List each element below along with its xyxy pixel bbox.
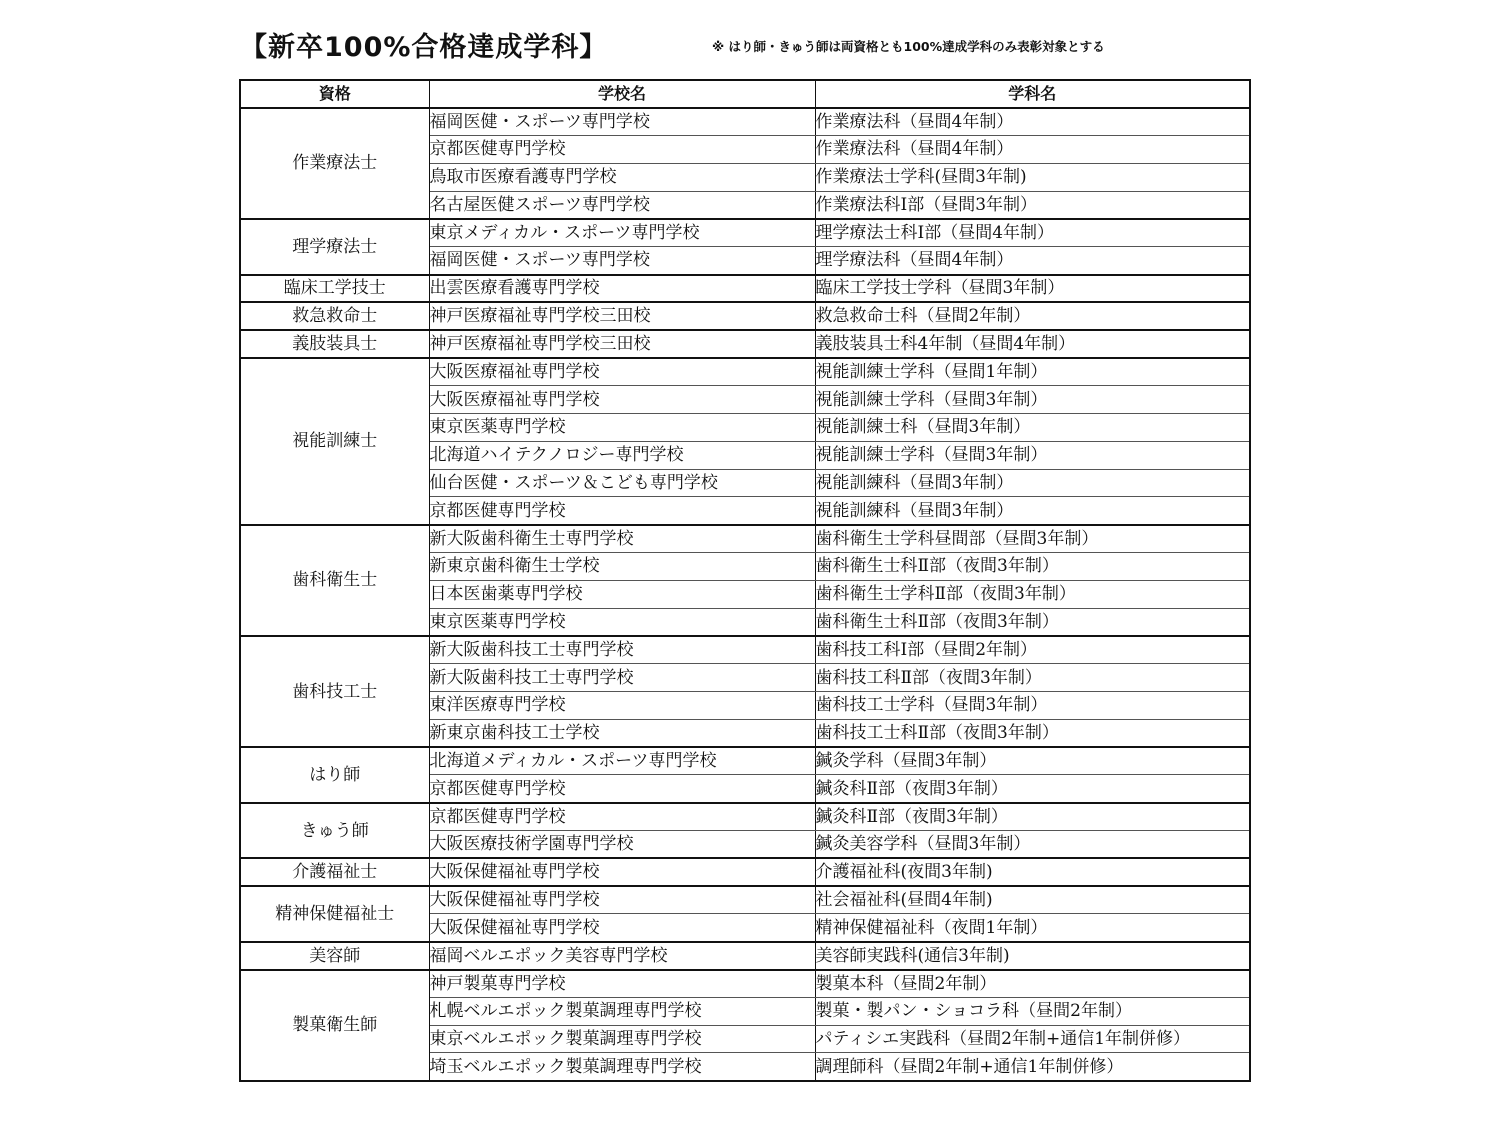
table-row (240, 858, 1250, 886)
table-row (240, 525, 1250, 553)
school-cell: 仙台医健・スポーツ＆こども専門学校 (429, 469, 815, 497)
department-cell: 視能訓練科（昼間3年制） (815, 469, 1250, 497)
school-cell: 名古屋医健スポーツ専門学校 (429, 191, 815, 219)
school-cell: 神戸医療福祉専門学校三田校 (429, 302, 815, 330)
department-cell: 社会福祉科(昼間4年制) (815, 886, 1250, 914)
school-cell: 埼玉ベルエポック製菓調理専門学校 (429, 1053, 815, 1081)
qualification-cell: きゅう師 (240, 803, 429, 859)
department-cell: 義肢装具士科4年制（昼間4年制） (815, 330, 1250, 358)
school-cell: 新大阪歯科衛生士専門学校 (429, 525, 815, 553)
school-cell: 大阪保健福祉専門学校 (429, 858, 815, 886)
department-cell: 歯科技工科Ⅱ部（夜間3年制） (815, 664, 1250, 692)
school-cell: 東京医薬専門学校 (429, 608, 815, 636)
school-cell: 東洋医療専門学校 (429, 692, 815, 720)
department-cell: 鍼灸学科（昼間3年制） (815, 747, 1250, 775)
school-cell: 北海道メディカル・スポーツ専門学校 (429, 747, 815, 775)
school-cell: 神戸医療福祉専門学校三田校 (429, 330, 815, 358)
qualification-cell: 義肢装具士 (240, 330, 429, 358)
department-cell: 視能訓練科（昼間3年制） (815, 497, 1250, 525)
table-body (240, 108, 1250, 1081)
department-cell: 介護福祉科(夜間3年制) (815, 858, 1250, 886)
header-row (240, 80, 1250, 108)
table-row (240, 970, 1250, 998)
qualification-cell: 歯科衛生士 (240, 525, 429, 636)
department-cell: 歯科衛生士学科昼間部（昼間3年制） (815, 525, 1250, 553)
table-row (240, 358, 1250, 386)
school-cell: 京都医健専門学校 (429, 803, 815, 831)
table-row (240, 886, 1250, 914)
qualification-cell: 精神保健福祉士 (240, 886, 429, 942)
department-cell: 歯科衛生士学科Ⅱ部（夜間3年制） (815, 580, 1250, 608)
award-note: ※ はり師・きゅう師は両資格とも100%達成学科のみ表彰対象とする (712, 39, 1105, 54)
school-cell: 福岡医健・スポーツ専門学校 (429, 108, 815, 136)
school-cell: 東京メディカル・スポーツ専門学校 (429, 219, 815, 247)
department-cell: 調理師科（昼間2年制+通信1年制併修） (815, 1053, 1250, 1081)
department-cell: 作業療法科Ⅰ部（昼間3年制） (815, 191, 1250, 219)
department-cell: 作業療法科（昼間4年制） (815, 136, 1250, 164)
table-row (240, 636, 1250, 664)
table-row (240, 108, 1250, 136)
department-cell: 歯科衛生士科Ⅱ部（夜間3年制） (815, 608, 1250, 636)
department-cell: 視能訓練士学科（昼間1年制） (815, 358, 1250, 386)
qualification-cell: 理学療法士 (240, 219, 429, 275)
school-cell: 鳥取市医療看護専門学校 (429, 163, 815, 191)
school-cell: 京都医健専門学校 (429, 775, 815, 803)
school-cell: 東京ベルエポック製菓調理専門学校 (429, 1025, 815, 1053)
department-cell: 理学療法科（昼間4年制） (815, 247, 1250, 275)
school-cell: 出雲医療看護専門学校 (429, 275, 815, 303)
school-cell: 新大阪歯科技工士専門学校 (429, 664, 815, 692)
department-cell: 製菓本科（昼間2年制） (815, 970, 1250, 998)
table-row (240, 275, 1250, 303)
department-cell: 鍼灸科Ⅱ部（夜間3年制） (815, 775, 1250, 803)
school-cell: 福岡医健・スポーツ専門学校 (429, 247, 815, 275)
school-cell: 大阪医療技術学園専門学校 (429, 831, 815, 859)
department-cell: 作業療法科（昼間4年制） (815, 108, 1250, 136)
school-cell: 札幌ベルエポック製菓調理専門学校 (429, 997, 815, 1025)
school-cell: 日本医歯薬専門学校 (429, 580, 815, 608)
department-cell: 歯科技工士科Ⅱ部（夜間3年制） (815, 719, 1250, 747)
department-cell: 鍼灸科Ⅱ部（夜間3年制） (815, 803, 1250, 831)
page-title: 【新卒100%合格達成学科】 (240, 32, 608, 63)
department-cell: 美容師実践科(通信3年制) (815, 942, 1250, 970)
department-cell: 製菓・製パン・ショコラ科（昼間2年制） (815, 997, 1250, 1025)
header-qualification: 資格 (240, 80, 429, 108)
qualification-cell: 救急救命士 (240, 302, 429, 330)
school-cell: 新東京歯科衛生士学校 (429, 553, 815, 581)
table-row (240, 330, 1250, 358)
school-cell: 京都医健専門学校 (429, 136, 815, 164)
school-cell: 大阪医療福祉専門学校 (429, 358, 815, 386)
school-cell: 新大阪歯科技工士専門学校 (429, 636, 815, 664)
school-cell: 東京医薬専門学校 (429, 414, 815, 442)
table-row (240, 803, 1250, 831)
department-cell: 視能訓練士科（昼間3年制） (815, 414, 1250, 442)
table-row (240, 219, 1250, 247)
results-table (239, 79, 1251, 1082)
qualification-cell: 作業療法士 (240, 108, 429, 219)
table-row (240, 302, 1250, 330)
school-cell: 神戸製菓専門学校 (429, 970, 815, 998)
department-cell: パティシエ実践科（昼間2年制+通信1年制併修） (815, 1025, 1250, 1053)
school-cell: 北海道ハイテクノロジー専門学校 (429, 441, 815, 469)
qualification-cell: 製菓衛生師 (240, 970, 429, 1081)
header-school: 学校名 (429, 80, 815, 108)
qualification-cell: 歯科技工士 (240, 636, 429, 747)
department-cell: 理学療法士科Ⅰ部（昼間4年制） (815, 219, 1250, 247)
school-cell: 大阪保健福祉専門学校 (429, 886, 815, 914)
school-cell: 大阪医療福祉専門学校 (429, 386, 815, 414)
qualification-cell: はり師 (240, 747, 429, 803)
school-cell: 福岡ベルエポック美容専門学校 (429, 942, 815, 970)
department-cell: 鍼灸美容学科（昼間3年制） (815, 831, 1250, 859)
qualification-cell: 介護福祉士 (240, 858, 429, 886)
department-cell: 救急救命士科（昼間2年制） (815, 302, 1250, 330)
department-cell: 視能訓練士学科（昼間3年制） (815, 441, 1250, 469)
department-cell: 歯科技工科Ⅰ部（昼間2年制） (815, 636, 1250, 664)
department-cell: 歯科衛生士科Ⅱ部（夜間3年制） (815, 553, 1250, 581)
department-cell: 歯科技工士学科（昼間3年制） (815, 692, 1250, 720)
department-cell: 作業療法士学科(昼間3年制) (815, 163, 1250, 191)
school-cell: 京都医健専門学校 (429, 497, 815, 525)
qualification-cell: 臨床工学技士 (240, 275, 429, 303)
table-row (240, 747, 1250, 775)
department-cell: 視能訓練士学科（昼間3年制） (815, 386, 1250, 414)
department-cell: 精神保健福祉科（夜間1年制） (815, 914, 1250, 942)
department-cell: 臨床工学技士学科（昼間3年制） (815, 275, 1250, 303)
school-cell: 大阪保健福祉専門学校 (429, 914, 815, 942)
qualification-cell: 美容師 (240, 942, 429, 970)
qualification-cell: 視能訓練士 (240, 358, 429, 525)
school-cell: 新東京歯科技工士学校 (429, 719, 815, 747)
table-row (240, 942, 1250, 970)
header-department: 学科名 (815, 80, 1250, 108)
